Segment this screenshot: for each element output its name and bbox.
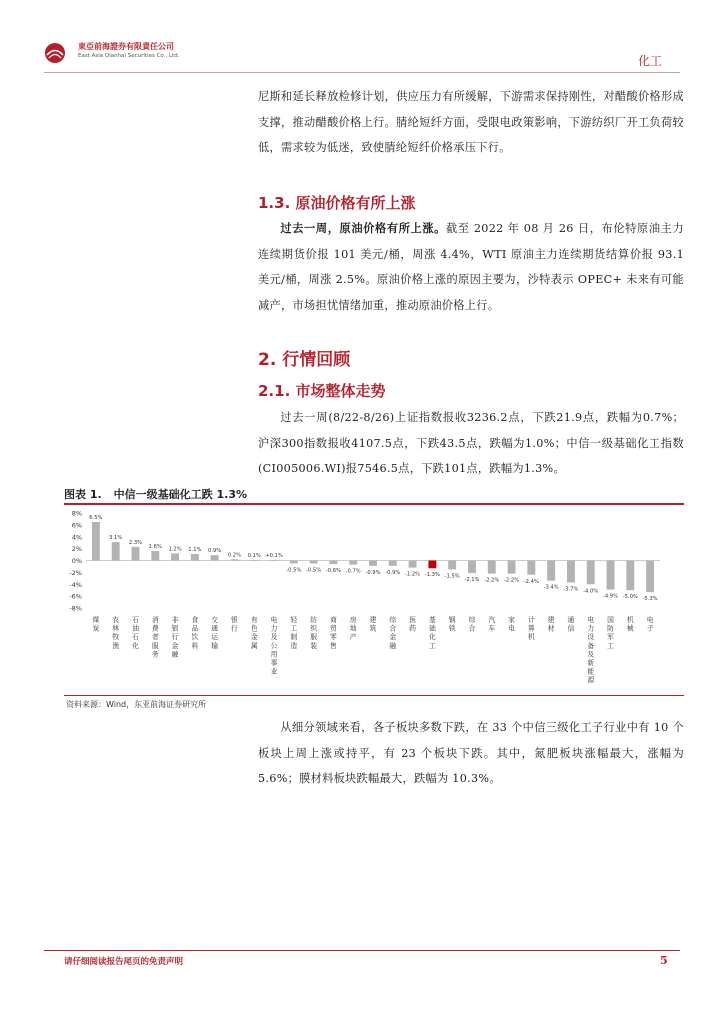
data-label: 0.1%	[247, 552, 261, 559]
category-label: 行	[231, 624, 238, 633]
data-label: -0.9%	[385, 569, 401, 576]
category-label: 消	[151, 616, 159, 624]
category-label: 非	[171, 616, 179, 624]
category-label: 车	[488, 624, 496, 633]
page-number: 5	[660, 954, 668, 967]
category-label: 医	[409, 616, 416, 624]
category-label: 交	[211, 616, 219, 624]
section-1-3-body: 截至 2022 年 08 月 26 日，布伦特原油主力连续期货价报 101 美元/桶，周涨 4.4%，WTI 原油主力连续期货结算价报 93.1 美元/桶，周涨 2.5%。原油价格上涨的原因主要为，沙特表示 OPEC+ 未来有可能减产，市场担忧情绪加重，推动原油价格上行。	[258, 222, 684, 312]
bar	[428, 561, 436, 569]
y-tick-label: -2%	[69, 568, 82, 577]
bar	[151, 551, 159, 561]
bar	[290, 561, 298, 564]
data-label: 0.9%	[208, 548, 222, 555]
category-label: 机	[626, 616, 634, 624]
data-label: -5.0%	[622, 594, 638, 601]
section-1-3-lead: 过去一周，原油价格有所上涨。	[280, 221, 447, 235]
category-label: 国	[607, 616, 614, 624]
category-label: 煤	[92, 616, 100, 624]
data-label: 1.6%	[148, 544, 162, 550]
category-label: 电	[270, 616, 278, 624]
y-tick-label: -8%	[69, 604, 82, 613]
data-label: 2.3%	[128, 539, 143, 546]
bar	[508, 561, 516, 574]
bar	[389, 561, 397, 566]
category-label: 建	[547, 616, 555, 624]
category-label: 通	[211, 624, 219, 633]
data-label: 0.2%	[227, 552, 242, 559]
category-label: 服	[310, 633, 318, 642]
bar	[587, 561, 595, 585]
bar	[527, 561, 535, 575]
data-label: -1.2%	[405, 571, 421, 578]
industry-label: 化工	[637, 54, 662, 68]
category-label: 新	[587, 659, 595, 667]
category-label: 属	[250, 641, 258, 650]
y-tick-label: 0%	[71, 557, 82, 565]
bar	[191, 554, 199, 561]
category-label: 食	[191, 616, 199, 624]
bar	[132, 547, 140, 561]
category-label: 费	[151, 624, 159, 633]
footer-divider	[44, 950, 680, 951]
category-label: 信	[567, 624, 575, 633]
category-label: 行	[171, 633, 179, 642]
after-chart-paragraph	[258, 715, 684, 792]
category-label: 源	[587, 676, 595, 685]
category-label: 电	[646, 616, 654, 624]
category-label: 电	[508, 624, 515, 633]
category-label: 基	[428, 616, 436, 624]
category-label: 林	[112, 624, 120, 633]
section-2-1-title: 2.1. 市场整体走势	[258, 382, 386, 400]
category-label: 力	[587, 624, 595, 633]
data-label: -1.3%	[424, 572, 440, 579]
category-label: 事	[270, 659, 278, 667]
category-label: 及	[587, 650, 595, 659]
category-label: 业	[270, 667, 278, 676]
category-label: 算	[527, 624, 535, 633]
category-label: 造	[290, 641, 298, 650]
category-label: 化	[132, 641, 139, 650]
bar	[171, 553, 179, 560]
category-label: 牧	[112, 633, 120, 642]
industry-bar-chart	[60, 505, 684, 695]
category-label: 融	[171, 650, 179, 659]
data-label: 1.1%	[188, 546, 202, 553]
section-2-title: 2. 行情回顾	[258, 350, 351, 370]
category-label: 产	[349, 633, 357, 642]
category-label: 地	[349, 624, 357, 633]
data-label: +0.1%	[265, 552, 283, 559]
bar	[488, 561, 496, 574]
bar	[270, 560, 278, 561]
category-label: 运	[211, 633, 219, 642]
section-2-1-paragraph	[258, 405, 684, 482]
category-label: 及	[270, 633, 278, 642]
category-label: 用	[270, 650, 278, 659]
bar	[626, 561, 634, 591]
bar	[230, 559, 238, 560]
category-label: 建	[369, 616, 377, 624]
data-label: -2.1%	[464, 576, 480, 583]
category-label: 炭	[92, 624, 100, 633]
category-label: 者	[151, 633, 159, 642]
category-label: 公	[270, 641, 278, 650]
bar	[567, 561, 575, 583]
data-label: -0.9%	[365, 569, 381, 576]
category-label: 综	[468, 616, 476, 624]
y-tick-label: 8%	[71, 509, 82, 518]
category-label: 药	[409, 624, 416, 633]
category-label: 融	[389, 641, 397, 650]
after-chart-text: 从细分领域来看，各子板块多数下跌，在 33 个中信三级化工子行业中有 10 个板块上周上涨或持平，有 23 个板块下跌。其中，氮肥板块涨幅最大，涨幅为 5.6%；膜材料板块跌幅最大，跌幅为 10.3%。	[258, 721, 684, 785]
category-label: 力	[270, 624, 278, 633]
intro-paragraph	[258, 84, 684, 161]
category-label: 金	[250, 633, 258, 642]
category-label: 房	[349, 616, 357, 624]
data-label: -2.2%	[484, 577, 500, 584]
data-label: -3.4%	[543, 584, 559, 591]
data-label: -2.2%	[504, 577, 520, 584]
category-label: 贸	[330, 624, 337, 633]
category-label: 轻	[290, 616, 298, 624]
y-tick-label: 2%	[71, 545, 82, 554]
footer-disclaimer: 请仔细阅读报告尾页的免责声明	[64, 957, 184, 967]
category-label: 有	[250, 616, 258, 624]
figure-title	[64, 486, 259, 502]
y-tick-label: 4%	[71, 533, 82, 542]
y-tick-label: 6%	[71, 521, 82, 530]
category-label: 铁	[448, 624, 456, 633]
category-label: 子	[646, 624, 654, 633]
bar	[250, 560, 258, 561]
data-label: -4.9%	[602, 593, 619, 600]
figure-label: 图表 1.	[64, 488, 102, 501]
bar	[329, 561, 337, 565]
figure-caption: 中信一级基础化工跌 1.3%	[113, 488, 248, 501]
intro-text: 尼斯和延长释放检修计划，供应压力有所缓解，下游需求保持刚性，对醋酸价格形成支撑，推动醋酸价格上行。腈纶短纤方面，受限电政策影响，下游纺织厂开工负荷较低，需求较为低迷，致使腈纶短纤价格承压下行。	[258, 90, 684, 154]
data-label: -2.4%	[523, 578, 539, 585]
category-label: 金	[171, 641, 179, 650]
category-label: 通	[567, 616, 575, 624]
data-label: 3.1%	[109, 535, 123, 542]
bar	[468, 561, 476, 573]
data-label: 1.2%	[168, 546, 182, 553]
category-label: 机	[527, 633, 535, 642]
category-label: 色	[250, 624, 258, 633]
category-label: 务	[151, 650, 159, 659]
category-label: 金	[389, 633, 397, 642]
bar	[211, 555, 219, 560]
category-label: 零	[330, 633, 337, 642]
category-label: 电	[587, 616, 595, 624]
category-label: 合	[468, 624, 476, 633]
category-label: 钢	[448, 616, 456, 624]
category-label: 渔	[112, 641, 120, 650]
category-label: 工	[290, 624, 298, 633]
category-label: 工	[607, 641, 614, 650]
data-label: -0.5%	[306, 567, 322, 574]
category-label: 础	[428, 624, 436, 633]
category-label: 计	[527, 616, 535, 624]
y-tick-label: -6%	[69, 592, 82, 601]
data-label: -4.0%	[583, 588, 599, 595]
category-label: 银	[171, 624, 179, 633]
bar	[369, 561, 377, 566]
y-tick-label: -4%	[69, 580, 82, 589]
section-2-1-body: 过去一周(8/22-8/26)上证指数报收3236.2点，下跌21.9点，跌幅为0.7%；沪深300指数报收4107.5点，下跌43.5点，跌幅为1.0%；中信一级基础化工指数(CI005006.WI)报7546.5点，下跌101点，跌幅为1.3%。	[258, 411, 684, 475]
bar	[92, 522, 100, 561]
data-label: 6.5%	[89, 514, 103, 521]
section-1-3-paragraph	[258, 216, 684, 318]
bar	[607, 561, 615, 590]
data-label: -0.5%	[286, 567, 302, 574]
company-name-cn: 東亞前海證券有限責任公司	[78, 42, 174, 51]
category-label: 石	[132, 633, 139, 642]
category-label: 筑	[369, 624, 377, 633]
category-label: 械	[626, 624, 634, 633]
data-label: -1.5%	[444, 573, 460, 580]
category-label: 料	[191, 641, 199, 650]
category-label: 能	[587, 667, 595, 676]
category-label: 备	[587, 641, 595, 650]
category-label: 制	[290, 633, 298, 642]
data-label: -3.7%	[563, 586, 579, 593]
category-label: 油	[132, 624, 139, 633]
header-divider	[44, 72, 680, 73]
figure-bottom-rule	[64, 695, 684, 696]
category-label: 防	[607, 624, 614, 633]
category-label: 饮	[191, 633, 199, 642]
category-label: 家	[508, 616, 515, 624]
category-label: 纺	[310, 616, 318, 624]
category-label: 商	[330, 616, 337, 624]
category-label: 银	[231, 616, 238, 624]
company-name-en: East Asia Qianhai Securities Co., Ltd.	[78, 53, 180, 59]
category-label: 装	[310, 641, 318, 650]
company-logo-icon	[44, 42, 66, 64]
category-label: 输	[211, 641, 219, 650]
category-label: 化	[428, 633, 436, 642]
bar	[310, 561, 318, 564]
bar	[448, 561, 456, 570]
category-label: 设	[587, 633, 595, 642]
bar	[547, 561, 555, 581]
category-label: 汽	[488, 616, 496, 624]
category-label: 材	[547, 624, 555, 633]
bar	[409, 561, 417, 568]
data-label: -0.6%	[325, 568, 341, 575]
bar	[646, 561, 654, 592]
category-label: 服	[151, 641, 159, 650]
category-label: 农	[112, 616, 120, 624]
category-label: 售	[330, 641, 337, 650]
figure-source: 资料来源：Wind，东亚前海证券研究所	[66, 700, 207, 709]
section-1-3-title: 1.3. 原油价格有所上涨	[258, 194, 416, 212]
bar	[349, 561, 357, 565]
category-label: 石	[132, 616, 139, 624]
bar	[112, 542, 120, 560]
category-label: 织	[310, 624, 318, 633]
data-label: -0.7%	[345, 568, 361, 575]
category-label: 工	[428, 641, 436, 650]
category-label: 合	[389, 624, 397, 633]
category-label: 品	[191, 624, 199, 633]
category-label: 军	[607, 633, 614, 642]
category-label: 综	[389, 616, 397, 624]
data-label: -5.3%	[642, 595, 658, 602]
